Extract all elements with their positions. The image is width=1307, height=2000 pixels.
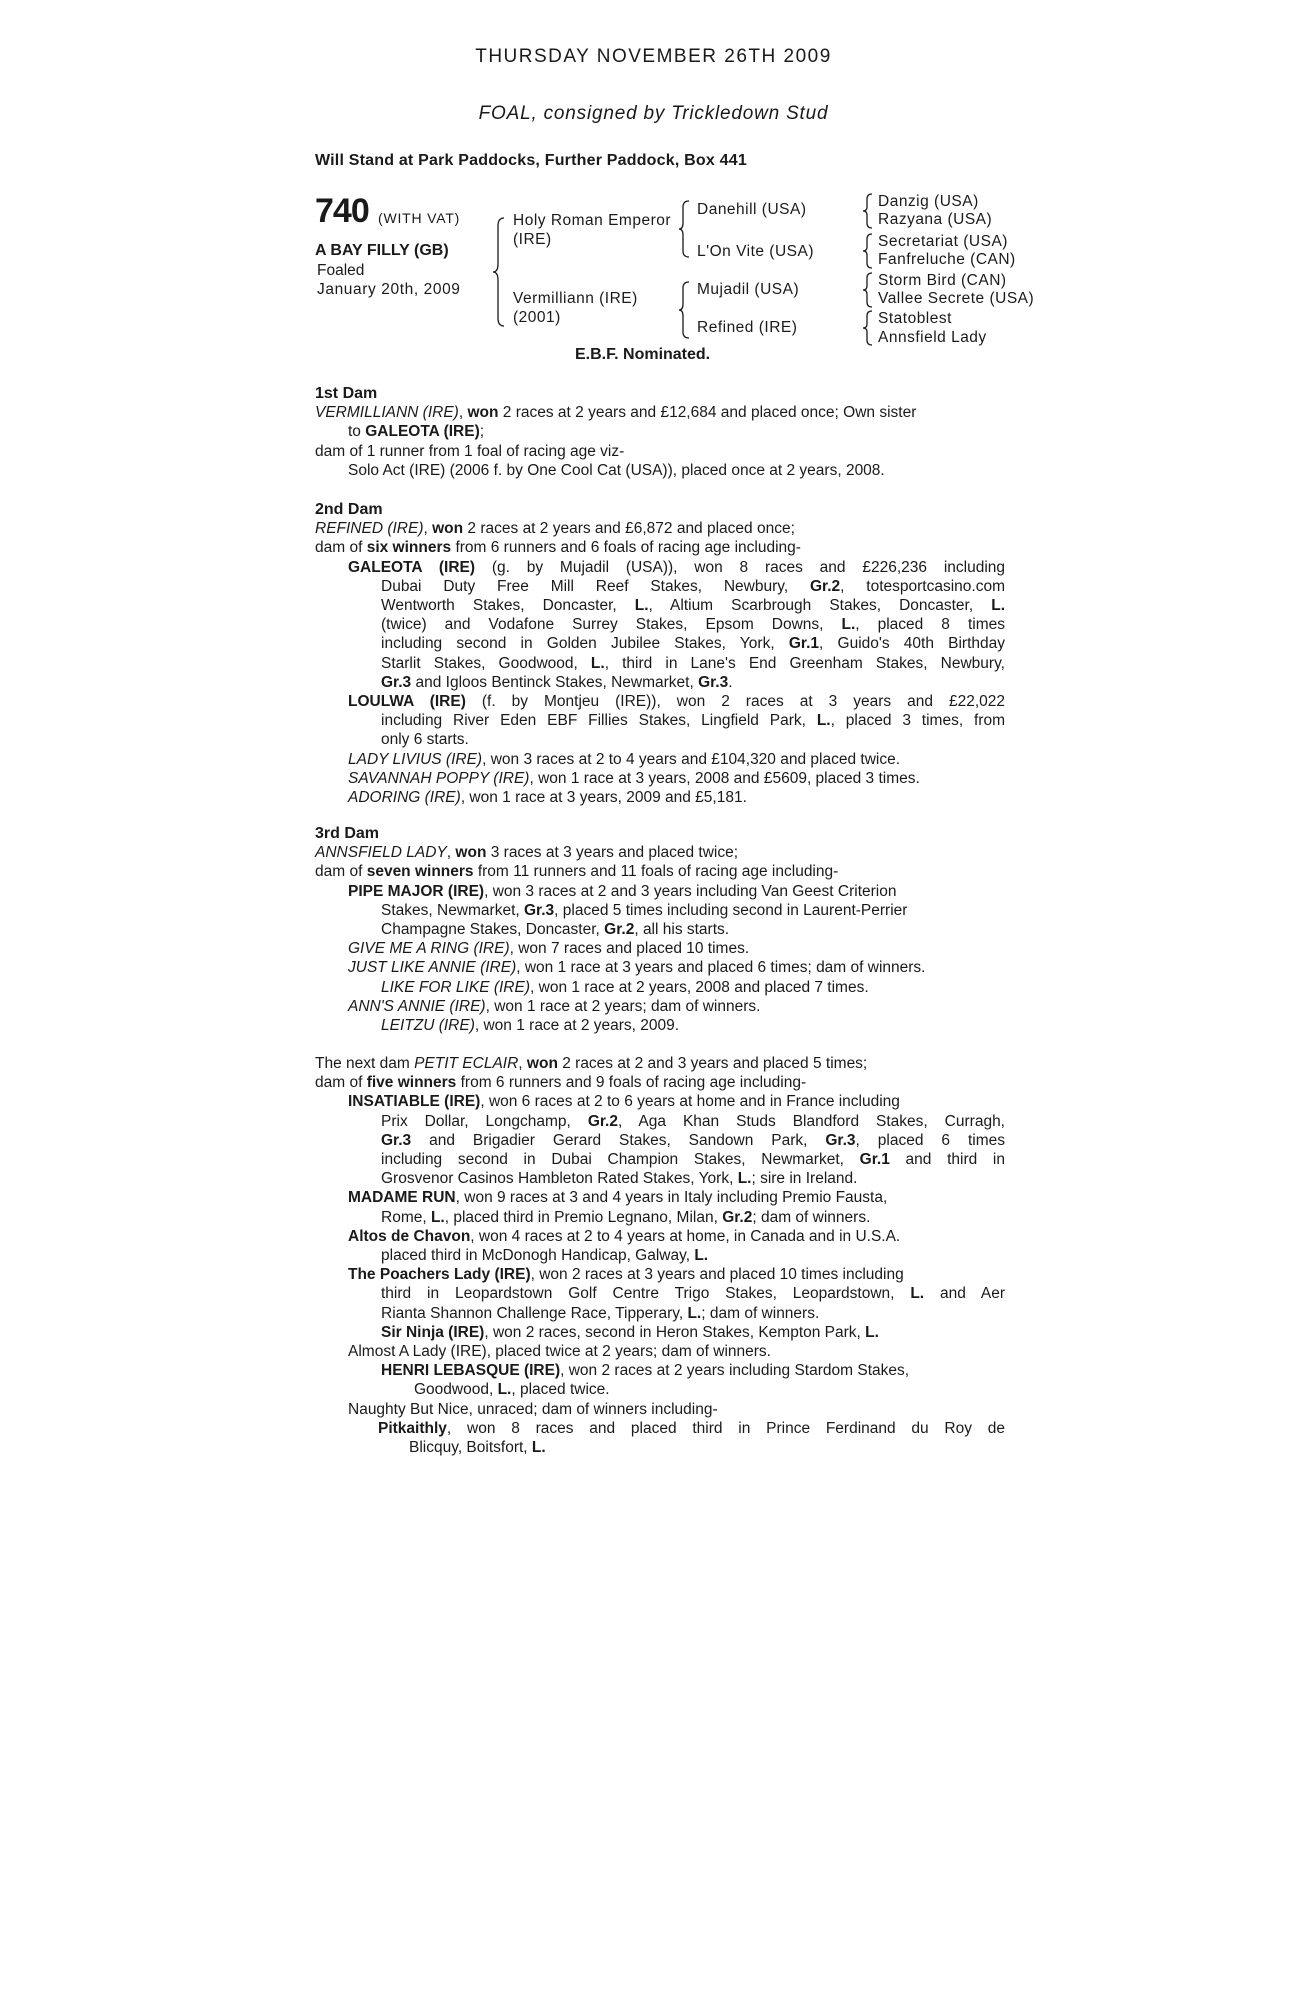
text-fragment: and Brigadier Gerard Stakes, Sandown Park, bbox=[411, 1131, 826, 1149]
produce-entry bbox=[315, 882, 1005, 901]
produce-entry-cont bbox=[315, 577, 1005, 596]
produce-entry-cont bbox=[315, 615, 1005, 634]
text-fragment: , won 8 races and placed third in Prince Ferdinand du Roy de bbox=[446, 1419, 1005, 1437]
text-fragment: Rome, bbox=[381, 1208, 431, 1226]
text-fragment: ; sire in Ireland. bbox=[751, 1170, 858, 1188]
text-fragment: Champagne Stakes, Doncaster, bbox=[381, 921, 605, 939]
horse-name: SAVANNAH POPPY (IRE) bbox=[348, 769, 530, 787]
produce-entry-cont bbox=[315, 673, 1005, 692]
fourth-dam-name: PETIT ECLAIR bbox=[414, 1055, 519, 1072]
second-dam-record: 2 races at 2 years and £6,872 and placed once; bbox=[463, 520, 795, 538]
produce-entry-cont bbox=[315, 1438, 1005, 1457]
text-fragment: Rianta Shannon Challenge Race, Tipperary, bbox=[381, 1304, 688, 1322]
first-dam-produce-summary: dam of 1 runner from 1 foal of racing age viz- bbox=[315, 442, 625, 460]
foaled-label: Foaled bbox=[317, 262, 365, 279]
stand-location: Will Stand at Park Paddocks, Further Paddock, Box 441 bbox=[315, 152, 747, 169]
dam-year: (2001) bbox=[513, 309, 561, 326]
horse-name: GIVE ME A RING (IRE) bbox=[348, 940, 510, 958]
text-fragment: , placed 6 times bbox=[855, 1131, 1005, 1149]
third-dam-section: 3rd Dam ANNSFIELD LADY, won 3 races at 3 years and placed twice; dam of seven winners from 11 runners and 11 foals of racing age including- PIPE MAJOR (IRE), won 3 races at 2 and 3 years including Van Geest Criterion Stakes, Newmarket, Gr.3, placed 5 times including second in Laurent-Perrier Champagne Stakes, Doncaster, Gr.2, all his starts. GIVE ME A RING (IRE), won 7 races and placed 10 times. JUST LIKE ANNIE (IRE), won 1 race at 3 years and placed 6 times; dam of winners. LIKE FOR LIKE (IRE), won 1 race at 2 years, 2008 and placed 7 times. ANN'S ANNIE (IRE), won 1 race at 2 years; dam of winners. LEITZU (IRE), won 1 race at 2 years, 2009. bbox=[315, 824, 1005, 1035]
sire-sire-dam: Razyana (USA) bbox=[878, 211, 993, 228]
sire-sire-sire: Danzig (USA) bbox=[878, 193, 979, 210]
race-grade: Gr.1 bbox=[788, 635, 820, 653]
text-fragment: The next dam bbox=[315, 1055, 415, 1072]
produce-entry-cont bbox=[315, 1169, 1005, 1188]
produce-entry bbox=[315, 997, 1005, 1016]
dam-name: Vermilliann (IRE) bbox=[513, 290, 638, 307]
text-fragment: , third in Lane's End Greenham Stakes, Newbury, bbox=[604, 654, 1005, 672]
sire-dam-dam: Fanfreluche (CAN) bbox=[878, 251, 1016, 268]
pedigree-brace-sire bbox=[678, 199, 692, 259]
dam-sire-dam: Vallee Secrete (USA) bbox=[878, 290, 1035, 307]
horse-name: GALEOTA (IRE) bbox=[348, 558, 476, 576]
race-grade: Gr.2 bbox=[809, 577, 841, 595]
lot-description: A BAY FILLY (GB) bbox=[315, 242, 449, 259]
produce-entry bbox=[315, 1265, 1005, 1284]
race-grade: Gr.3 bbox=[381, 1131, 412, 1149]
race-grade: L. bbox=[590, 654, 605, 672]
horse-name: PIPE MAJOR (IRE) bbox=[348, 882, 485, 900]
horse-name: ANN'S ANNIE (IRE) bbox=[348, 997, 486, 1015]
text-fragment: from 11 runners and 11 foals of racing age including- bbox=[473, 863, 839, 881]
text-fragment: , won 1 race at 3 years and placed 6 times; dam of winners. bbox=[516, 959, 926, 977]
text-fragment: to bbox=[348, 423, 366, 441]
text-fragment: from 6 runners and 9 foals of racing age including- bbox=[456, 1074, 807, 1092]
text-fragment: ; bbox=[479, 423, 485, 441]
race-grade: L. bbox=[430, 1208, 445, 1226]
sire-name: Holy Roman Emperor bbox=[513, 212, 672, 229]
race-grade: L. bbox=[816, 712, 831, 730]
text-fragment: , won 3 races at 2 to 4 years and £104,320 and placed twice. bbox=[482, 750, 901, 768]
produce-entry-cont bbox=[315, 634, 1005, 653]
text-fragment: , won 1 race at 2 years, 2009. bbox=[474, 1017, 680, 1035]
pedigree-brace-dam bbox=[678, 280, 692, 340]
text-fragment: , won 1 race at 3 years, 2008 and £5609, placed 3 times. bbox=[529, 769, 920, 787]
text-fragment: , bbox=[518, 1055, 527, 1072]
produce-entry bbox=[315, 750, 1005, 769]
horse-name: JUST LIKE ANNIE (IRE) bbox=[348, 959, 517, 977]
race-grade: L. bbox=[737, 1170, 752, 1188]
winners-count: six winners bbox=[366, 539, 452, 557]
pedigree-brace-3c bbox=[862, 272, 874, 308]
lot-vat: (WITH VAT) bbox=[378, 210, 461, 226]
text-fragment: Blicquy, Boitsfort, bbox=[409, 1439, 532, 1457]
sire-sire: Danehill (USA) bbox=[697, 201, 807, 218]
first-dam-name: VERMILLIANN (IRE) bbox=[315, 404, 459, 422]
race-grade: L. bbox=[865, 1323, 879, 1341]
pedigree-brace-3a bbox=[862, 193, 874, 229]
text-fragment: Starlit Stakes, Goodwood, bbox=[381, 654, 591, 672]
first-dam-produce: Solo Act (IRE) (2006 f. by One Cool Cat (USA)), placed once at 2 years, 2008. bbox=[348, 461, 885, 479]
pedigree-brace-3d bbox=[862, 310, 874, 346]
text-fragment: dam of bbox=[315, 539, 367, 557]
text-fragment: ; dam of winners. bbox=[701, 1304, 820, 1322]
race-grade: Gr.3 bbox=[524, 901, 555, 919]
third-dam-name: ANNSFIELD LADY bbox=[315, 844, 447, 862]
text-fragment: , all his starts. bbox=[634, 921, 730, 939]
text-fragment: dam of bbox=[315, 863, 367, 881]
race-grade: Gr.1 bbox=[859, 1151, 890, 1169]
horse-name: LADY LIVIUS (IRE) bbox=[348, 750, 483, 768]
text-fragment: , won 9 races at 3 and 4 years in Italy including Premio Fausta, bbox=[455, 1189, 888, 1207]
horse-name: LEITZU (IRE) bbox=[381, 1017, 475, 1035]
text-fragment: , totesportcasino.com bbox=[840, 577, 1005, 595]
sire-country: (IRE) bbox=[513, 231, 552, 248]
produce-entry-cont bbox=[315, 711, 1005, 730]
produce-entry-cont bbox=[315, 1131, 1005, 1150]
horse-name: LOULWA (IRE) bbox=[348, 693, 466, 711]
race-grade: L. bbox=[841, 616, 856, 634]
text-fragment: including River Eden EBF Fillies Stakes, Lingfield Park, bbox=[381, 712, 817, 730]
second-dam-title: 2nd Dam bbox=[315, 501, 383, 518]
text-fragment: , Guido's 40th Birthday bbox=[819, 635, 1005, 653]
third-dam-title: 3rd Dam bbox=[315, 825, 380, 842]
race-grade: L. bbox=[694, 1247, 709, 1265]
winners-count: five winners bbox=[366, 1074, 457, 1092]
second-dam-name: REFINED (IRE) bbox=[315, 520, 424, 538]
produce-entry-cont bbox=[315, 1150, 1005, 1169]
pedigree-brace-3b bbox=[862, 233, 874, 269]
text-fragment: Grosvenor Casinos Hambleton Rated Stakes, York, bbox=[381, 1170, 738, 1188]
text-fragment: placed third in McDonogh Handicap, Galway, bbox=[381, 1247, 695, 1265]
produce-entry bbox=[315, 692, 1005, 711]
produce-entry bbox=[315, 558, 1005, 577]
won-word: won bbox=[432, 520, 464, 538]
produce-entry-cont bbox=[315, 1208, 1005, 1227]
horse-name: HENRI LEBASQUE (IRE) bbox=[381, 1362, 561, 1380]
third-dam-record: 3 races at 3 years and placed twice; bbox=[486, 844, 739, 862]
race-grade: Gr.2 bbox=[604, 921, 635, 939]
text-fragment: and third in bbox=[889, 1151, 1006, 1169]
sale-date: THURSDAY NOVEMBER 26TH 2009 bbox=[475, 46, 832, 67]
produce-entry bbox=[315, 1016, 1005, 1035]
dam-dam: Refined (IRE) bbox=[697, 319, 798, 336]
produce-entry bbox=[315, 1361, 1005, 1380]
produce-entry-cont bbox=[315, 1246, 1005, 1265]
text-fragment: , won 2 races, second in Heron Stakes, Kempton Park, bbox=[484, 1323, 866, 1341]
text-fragment: , won 1 race at 2 years, 2008 and placed 7 times. bbox=[530, 978, 869, 996]
text-fragment: 2 races at 2 and 3 years and placed 5 times; bbox=[557, 1055, 868, 1072]
text-fragment: (g. by Mujadil (USA)), won 8 races and £226,236 including bbox=[475, 558, 1005, 576]
produce-entry bbox=[315, 1419, 1005, 1438]
produce-entry bbox=[315, 1092, 1005, 1111]
text-fragment: , won 1 race at 3 years, 2009 and £5,181. bbox=[460, 789, 747, 807]
horse-name: Pitkaithly bbox=[378, 1419, 447, 1437]
sire-dam-sire: Secretariat (USA) bbox=[878, 233, 1008, 250]
race-grade: L. bbox=[531, 1439, 546, 1457]
dam-dam-dam: Annsfield Lady bbox=[878, 329, 987, 346]
dam-dam-sire: Statoblest bbox=[878, 310, 952, 327]
sire-dam: L'On Vite (USA) bbox=[697, 243, 814, 260]
text-fragment: and Aer bbox=[924, 1285, 1005, 1303]
produce-entry bbox=[315, 958, 1005, 977]
text-fragment: , won 6 races at 2 to 6 years at home and in France including bbox=[480, 1093, 900, 1111]
consignment-line: FOAL, consigned by Trickledown Stud bbox=[478, 103, 829, 124]
produce-entry-cont bbox=[315, 920, 1005, 939]
text-fragment: Dubai Duty Free Mill Reef Stakes, Newbury, bbox=[381, 577, 810, 595]
first-dam-title: 1st Dam bbox=[315, 385, 378, 402]
first-dam-section: 1st Dam VERMILLIANN (IRE), won 2 races at 2 years and £12,684 and placed once; Own sister to GALEOTA (IRE); dam of 1 runner from 1 foal of racing age viz- Solo Act (IRE) (2006 f. by One Cool Cat (USA)), placed once at 2 years, 2008. bbox=[315, 384, 1005, 480]
produce-entry-cont bbox=[315, 596, 1005, 615]
horse-name: INSATIABLE (IRE) bbox=[348, 1093, 481, 1111]
first-dam-record: 2 races at 2 years and £12,684 and placed once; Own sister bbox=[498, 404, 917, 422]
won-word: won bbox=[526, 1055, 558, 1072]
text-fragment: . bbox=[728, 673, 733, 691]
text-fragment: , won 1 race at 2 years; dam of winners. bbox=[485, 997, 761, 1015]
winners-count: seven winners bbox=[366, 863, 474, 881]
produce-entry-cont: only 6 starts. bbox=[381, 731, 469, 749]
won-word: won bbox=[455, 844, 487, 862]
text-fragment: third in Leopardstown Golf Centre Trigo Stakes, Leopardstown, bbox=[381, 1285, 911, 1303]
race-grade: L. bbox=[910, 1285, 925, 1303]
horse-name: The Poachers Lady (IRE) bbox=[348, 1266, 531, 1284]
text-fragment: ; dam of winners. bbox=[752, 1208, 871, 1226]
text-fragment: from 6 runners and 6 foals of racing age including- bbox=[451, 539, 801, 557]
text-fragment: (twice) and Vodafone Surrey Stakes, Epsom Downs, bbox=[381, 616, 842, 634]
text-fragment: Stakes, Newmarket, bbox=[381, 901, 524, 919]
produce-entry-cont bbox=[315, 1284, 1005, 1303]
dam-sire-sire: Storm Bird (CAN) bbox=[878, 272, 1007, 289]
sister-name: GALEOTA (IRE) bbox=[365, 423, 480, 441]
race-grade: L. bbox=[634, 597, 649, 615]
won-word: won bbox=[467, 404, 499, 422]
text-fragment: , placed 5 times including second in Laurent-Perrier bbox=[554, 901, 908, 919]
produce-entry-cont bbox=[315, 901, 1005, 920]
produce-entry bbox=[315, 1323, 1005, 1342]
text-fragment: , won 3 races at 2 and 3 years including Van Geest Criterion bbox=[484, 882, 897, 900]
produce-entry bbox=[315, 978, 1005, 997]
text-fragment: , placed third in Premio Legnano, Milan, bbox=[444, 1208, 723, 1226]
race-grade: L. bbox=[497, 1381, 512, 1399]
produce-entry-cont bbox=[315, 1380, 1005, 1399]
race-grade: Gr.3 bbox=[825, 1131, 856, 1149]
race-grade: Gr.3 bbox=[381, 673, 412, 691]
second-dam-section: 2nd Dam REFINED (IRE), won 2 races at 2 years and £6,872 and placed once; dam of six winners from 6 runners and 6 foals of racing age including- GALEOTA (IRE) (g. by Mujadil (USA)), won 8 races and £226,236 including Dubai Duty Free Mill Reef Stakes, Newbury, Gr.2, totesportcasino.com Wentworth Stakes, Doncaster, L., Altium Scarbrough Stakes, Doncaster, L. (twice) and Vodafone Surrey Stakes, Epsom Downs, L., placed 8 times including second in Golden Jubilee Stakes, York, Gr.1, Guido's 40th Birthday Starlit Stakes, Goodwood, L., third in Lane's End Greenham Stakes, Newbury, Gr.3 and Igloos Bentinck Stakes, Newmarket, Gr.3. LOULWA (IRE) (f. by Montjeu (IRE)), won 2 races at 3 years and £22,022 including River Eden EBF Fillies Stakes, Lingfield Park, L., placed 3 times, from only 6 starts. LADY LIVIUS (IRE), won 3 races at 2 to 4 years and £104,320 and placed twice. SAVANNAH POPPY (IRE), won 1 race at 3 years, 2008 and £5609, placed 3 times. ADORING (IRE), won 1 race at 3 years, 2009 and £5,181. bbox=[315, 501, 1006, 807]
text-fragment: including second in Dubai Champion Stakes, Newmarket, bbox=[381, 1151, 860, 1169]
horse-name: MADAME RUN bbox=[348, 1189, 456, 1207]
horse-name: Altos de Chavon bbox=[348, 1227, 471, 1245]
text-fragment: , Altium Scarbrough Stakes, Doncaster, bbox=[648, 597, 992, 615]
text-fragment: , Aga Khan Studs Blandford Stakes, Curragh, bbox=[618, 1112, 1005, 1130]
produce-entry-cont bbox=[315, 1112, 1005, 1131]
text-fragment: , won 4 races at 2 to 4 years at home, in Canada and in U.S.A. bbox=[470, 1227, 901, 1245]
race-grade: L. bbox=[991, 597, 1006, 615]
produce-entry bbox=[315, 1227, 1005, 1246]
produce-entry bbox=[315, 1188, 1005, 1207]
produce-entry-cont bbox=[315, 1304, 1005, 1323]
lot-number: 740 bbox=[315, 192, 369, 230]
fourth-dam-section bbox=[315, 1054, 1005, 1457]
text-fragment: , won 2 races at 2 years including Stardom Stakes, bbox=[560, 1362, 910, 1380]
produce-entry-cont bbox=[315, 654, 1005, 673]
race-grade: Gr.2 bbox=[722, 1208, 753, 1226]
text-fragment: (f. by Montjeu (IRE)), won 2 races at 3 years and £22,022 bbox=[465, 693, 1006, 711]
text-fragment: dam of bbox=[315, 1074, 367, 1092]
produce-entry bbox=[315, 788, 1005, 807]
text-fragment: including second in Golden Jubilee Stakes, York, bbox=[381, 635, 789, 653]
race-grade: Gr.3 bbox=[698, 673, 729, 691]
text-fragment: Wentworth Stakes, Doncaster, bbox=[381, 597, 635, 615]
text-fragment: , placed 3 times, from bbox=[830, 712, 1005, 730]
foaled-date: January 20th, 2009 bbox=[317, 281, 461, 298]
race-grade: L. bbox=[687, 1304, 702, 1322]
text-fragment: , won 7 races and placed 10 times. bbox=[509, 940, 750, 958]
horse-name: LIKE FOR LIKE (IRE) bbox=[381, 978, 531, 996]
race-grade: Gr.2 bbox=[587, 1112, 618, 1130]
text-fragment: and Igloos Bentinck Stakes, Newmarket, bbox=[411, 673, 699, 691]
pedigree-brace-main bbox=[492, 216, 508, 328]
text-fragment: , won 2 races at 3 years and placed 10 times including bbox=[530, 1266, 904, 1284]
produce-entry bbox=[315, 939, 1005, 958]
text-fragment: Goodwood, bbox=[414, 1381, 498, 1399]
dam-sire: Mujadil (USA) bbox=[697, 281, 800, 298]
text-fragment: , placed twice. bbox=[511, 1381, 610, 1399]
produce-entry: Almost A Lady (IRE), placed twice at 2 years; dam of winners. bbox=[348, 1343, 771, 1361]
horse-name: Sir Ninja (IRE) bbox=[381, 1323, 485, 1341]
produce-entry: Naughty But Nice, unraced; dam of winners including- bbox=[348, 1400, 718, 1418]
produce-entry bbox=[315, 769, 1005, 788]
text-fragment: Prix Dollar, Longchamp, bbox=[381, 1112, 588, 1130]
ebf-nominated: E.B.F. Nominated. bbox=[575, 346, 711, 363]
text-fragment: , placed 8 times bbox=[855, 616, 1005, 634]
horse-name: ADORING (IRE) bbox=[348, 789, 461, 807]
